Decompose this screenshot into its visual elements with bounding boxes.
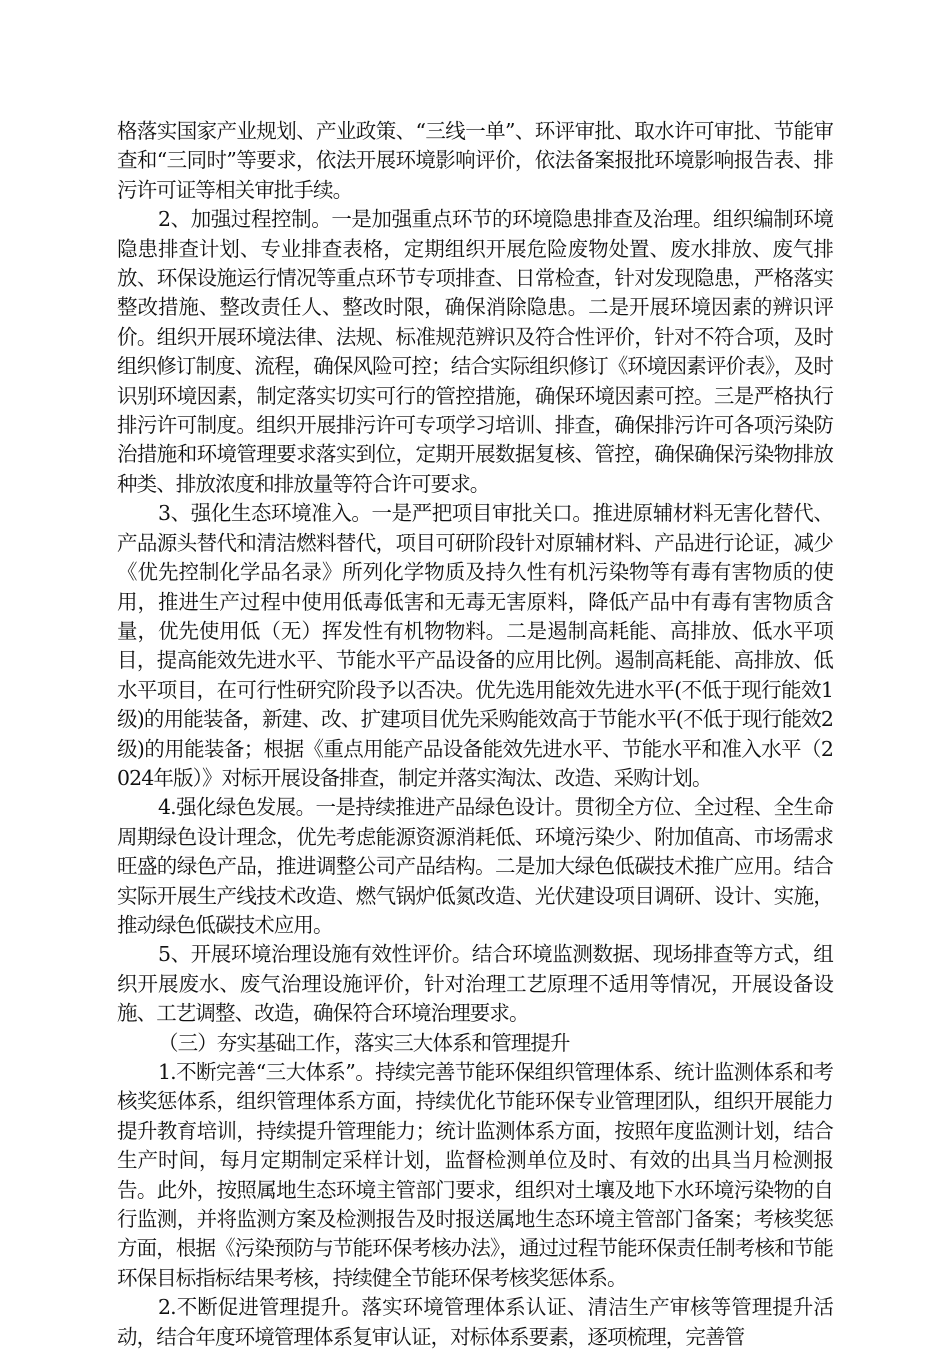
- paragraph-three-systems: 1.不断完善“三大体系”。持续完善节能环保组织管理体系、统计监测体系和考核奖惩体系，组织管理体系方面，持续优化节能环保专业管理团队，组织开展能力提升教育培训，持续提升管理能力；统计监测体系方面，按照年度监测计划，结合生产时间，每月定期制定采样计划，监督检测单位及时、有效的出具当月检测报告。此外，按照属地生态环境主管部门要求，组织对土壤及地下水环境污染物的自行监测，并将监测方案及检测报告及时报送属地生态环境主管部门备案；考核奖惩方面，根据《污染预防与节能环保考核办法》，通过过程节能环保责任制考核和节能环保目标指标结果考核，持续健全节能环保考核奖惩体系。: [117, 1060, 833, 1290]
- paragraph-process-control: 2、加强过程控制。一是加强重点环节的环境隐患排查及治理。组织编制环境隐患排查计划、专业排查表格，定期组织开展危险废物处置、废水排放、废气排放、环保设施运行情况等重点环节专项排查、日常检查，针对发现隐患，严格落实整改措施、整改责任人、整改时限，确保消除隐患。二是开展环境因素的辨识评价。组织开展环境法律、法规、标准规范辨识及符合性评价，针对不符合项，及时组织修订制度、流程，确保风险可控；结合实际组织修订《环境因素评价表》，及时识别环境因素，制定落实切实可行的管控措施，确保环境因素可控。三是严格执行排污许可制度。组织开展排污许可专项学习培训、排查，确保排污许可各项污染防治措施和环境管理要求落实到位，定期开展数据复核、管控，确保确保污染物排放种类、排放浓度和排放量等符合许可要求。: [117, 207, 833, 496]
- paragraph-green-development: 4.强化绿色发展。一是持续推进产品绿色设计。贯彻全方位、全过程、全生命周期绿色设计理念，优先考虑能源资源消耗低、环境污染少、附加值高、市场需求旺盛的绿色产品，推进调整公司产品结构。二是加大绿色低碳技术推广应用。结合实际开展生产线技术改造、燃气锅炉低氮改造、光伏建设项目调研、设计、实施，推动绿色低碳技术应用。: [117, 795, 833, 937]
- paragraph-management-improvement: 2.不断促进管理提升。落实环境管理体系认证、清洁生产审核等管理提升活动，结合年度环境管理体系复审认证，对标体系要素，逐项梳理，完善管: [117, 1295, 833, 1349]
- paragraph-ecological-access: 3、强化生态环境准入。一是严把项目审批关口。推进原辅材料无害化替代、产品源头替代和清洁燃料替代，项目可研阶段针对原辅材料、产品进行论证，减少《优先控制化学品名录》所列化学物质及持久性有机污染物等有毒有害物质的使用，推进生产过程中使用低毒低害和无毒无害原料，降低产品中有毒有害物质含量，优先使用低（无）挥发性有机物物料。二是遏制高耗能、高排放、低水平项目，提高能效先进水平、节能水平产品设备的应用比例。遏制高耗能、高排放、低水平项目，在可行性研究阶段予以否决。优先选用能效先进水平(不低于现行能效1级)的用能装备，新建、改、扩建项目优先采购能效高于节能水平(不低于现行能效2级)的用能装备；根据《重点用能产品设备能效先进水平、节能水平和准入水平（2024年版）》对标开展设备排查，制定并落实淘汰、改造、采购计划。: [117, 501, 833, 790]
- paragraph-1: 格落实国家产业规划、产业政策、“三线一单”、环评审批、取水许可审批、节能审查和“三同时”等要求，依法开展环境影响评价，依法备案报批环境影响报告表、排污许可证等相关审批手续。: [117, 119, 833, 202]
- document-page: [117, 117, 833, 1352]
- paragraph-facility-evaluation: 5、开展环境治理设施有效性评价。结合环境监测数据、现场排查等方式，组织开展废水、废气治理设施评价，针对治理工艺原理不适用等情况，开展设备设施、工艺调整、改造，确保符合环境治理要求。: [117, 942, 833, 1026]
- section-heading: （三）夯实基础工作，落实三大体系和管理提升: [158, 1030, 570, 1055]
